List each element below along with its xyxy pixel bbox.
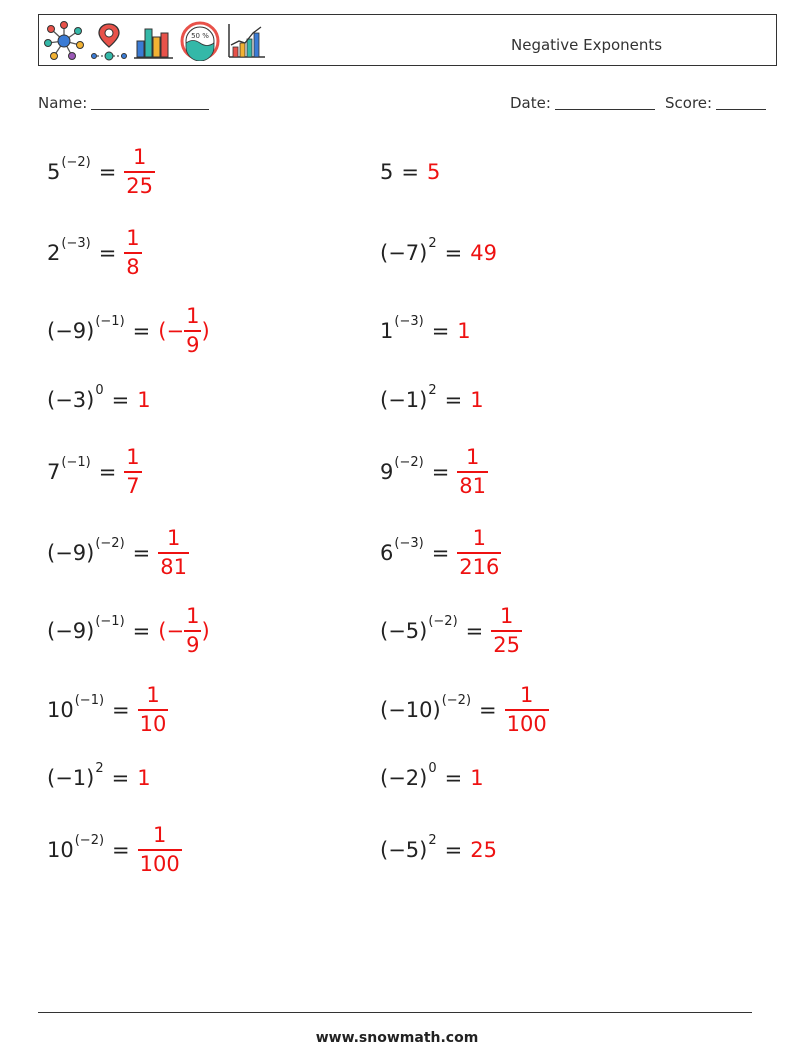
answer-value: 1: [137, 388, 151, 412]
problem-base: 1: [380, 319, 394, 343]
network-icon: [43, 21, 85, 61]
problem-base: (−5): [380, 838, 428, 862]
growth-chart-icon: [225, 21, 267, 61]
problem-exponent: 2: [428, 235, 437, 251]
problem-exponent: (−2): [74, 832, 105, 848]
equals-sign: =: [112, 838, 130, 862]
equals-sign: =: [112, 698, 130, 722]
answer-fraction: [124, 447, 141, 497]
fraction-denominator: 100: [505, 709, 549, 735]
problem-answer: [470, 838, 497, 862]
answer-fraction: [184, 306, 201, 356]
problem-answer: [505, 685, 549, 735]
answer-value: 1: [470, 388, 484, 412]
problem-item: [47, 606, 210, 656]
name-blank[interactable]: [91, 95, 209, 110]
problem-exponent: (−2): [441, 692, 472, 708]
problem-exponent: (−2): [394, 454, 424, 470]
fraction-numerator: 1: [132, 145, 147, 169]
fraction-denominator: 9: [184, 330, 201, 356]
equals-sign: =: [98, 460, 117, 484]
fraction-denominator: 10: [138, 709, 169, 735]
problem-item: [47, 147, 155, 197]
problem-exponent: (−2): [61, 154, 91, 170]
problem-item: [47, 228, 142, 278]
answer-paren-close: ): [201, 619, 210, 643]
answer-fraction: [138, 685, 169, 735]
answer-fraction: [138, 825, 182, 875]
answer-fraction: [184, 606, 201, 656]
problem-base: 6: [380, 541, 394, 565]
problem-item: [380, 760, 484, 790]
problem-base: 10: [47, 698, 74, 722]
problem-exponent: (−3): [394, 535, 424, 551]
equals-sign: =: [111, 766, 130, 790]
problem-base: (−7): [380, 241, 428, 265]
equals-sign: =: [444, 838, 463, 862]
problem-exponent: (−3): [394, 313, 424, 329]
equals-sign: =: [479, 698, 497, 722]
problem-base: 2: [47, 241, 61, 265]
problem-base: (−9): [47, 319, 95, 343]
answer-fraction: [124, 228, 141, 278]
problem-answer: [457, 528, 501, 578]
fraction-numerator: 1: [153, 823, 167, 847]
problem-item: [380, 313, 471, 343]
problem-answer: [137, 766, 150, 790]
problem-item: [47, 825, 182, 875]
problem-exponent: (−1): [95, 313, 125, 329]
answer-fraction: [457, 528, 501, 578]
fraction-denominator: 25: [124, 171, 155, 197]
fraction-numerator: 1: [126, 226, 140, 250]
problem-answer: [470, 241, 497, 265]
answer-fraction: [491, 606, 522, 656]
answer-value: 1: [470, 766, 484, 790]
name-label: Name:: [38, 94, 88, 112]
fraction-numerator: 1: [519, 683, 534, 707]
problem-item: [380, 685, 549, 735]
location-pin-icon: [89, 21, 129, 61]
header-box: [38, 14, 777, 66]
fraction-numerator: 1: [472, 526, 487, 550]
fraction-denominator: 7: [124, 471, 141, 497]
equals-sign: =: [431, 541, 450, 565]
footer-url: www.snowmath.com: [315, 1030, 479, 1046]
header-icons: [43, 20, 267, 62]
answer-value: 1: [457, 319, 471, 343]
problem-base: 9: [380, 460, 394, 484]
fraction-numerator: 1: [499, 604, 514, 628]
problem-answer: [158, 306, 209, 356]
problem-base: (−9): [47, 541, 95, 565]
equals-sign: =: [431, 319, 450, 343]
problem-answer: [138, 685, 169, 735]
problem-exponent: (−1): [61, 454, 91, 470]
problem-item: [380, 235, 497, 265]
problem-base: (−5): [380, 619, 428, 643]
answer-paren-open: (−: [158, 619, 185, 643]
problem-item: [380, 447, 488, 497]
problem-item: [47, 685, 168, 735]
equals-sign: =: [132, 541, 151, 565]
problem-item: [47, 382, 151, 412]
problem-exponent: (−1): [95, 613, 125, 629]
problem-exponent: 2: [428, 832, 437, 848]
answer-value: 25: [470, 838, 497, 862]
problem-base: (−10): [380, 698, 441, 722]
answer-fraction: [158, 528, 189, 578]
equals-sign: =: [111, 388, 130, 412]
equals-sign: =: [444, 388, 463, 412]
problem-base: 10: [47, 838, 74, 862]
problem-answer: [158, 528, 189, 578]
fraction-denominator: 216: [457, 552, 501, 578]
fraction-denominator: 81: [457, 471, 488, 497]
answer-fraction: [505, 685, 549, 735]
equals-sign: =: [444, 766, 463, 790]
fraction-denominator: 25: [491, 630, 522, 656]
problem-exponent: (−2): [95, 535, 125, 551]
equals-sign: =: [444, 241, 463, 265]
answer-value: 1: [137, 766, 151, 790]
problem-exponent: (−1): [74, 692, 105, 708]
fraction-numerator: 1: [166, 526, 181, 550]
equals-sign: =: [465, 619, 484, 643]
problem-item: [47, 528, 189, 578]
date-field[interactable]: [510, 94, 655, 112]
gauge-label: 50 %: [191, 32, 209, 40]
problem-base: (−1): [47, 766, 95, 790]
fraction-numerator: 1: [465, 445, 480, 469]
problem-answer: [470, 766, 483, 790]
problem-base: 5: [47, 160, 61, 184]
problem-exponent: 2: [95, 760, 104, 776]
answer-paren-close: ): [201, 319, 210, 343]
answer-paren-open: (−: [158, 319, 185, 343]
problem-base: 7: [47, 460, 61, 484]
answer-value: 5: [426, 160, 441, 184]
fraction-denominator: 8: [124, 252, 141, 278]
equals-sign: =: [132, 319, 151, 343]
problem-exponent: 0: [95, 382, 104, 398]
problem-answer: [427, 160, 440, 184]
date-label: Date:: [510, 94, 551, 112]
problem-base: (−3): [47, 388, 95, 412]
problem-answer: [470, 388, 483, 412]
problem-answer: [158, 606, 209, 656]
equals-sign: =: [132, 619, 151, 643]
score-label: Score:: [665, 94, 713, 112]
fraction-denominator: 9: [184, 630, 201, 656]
fraction-denominator: 81: [158, 552, 189, 578]
bar-chart-icon: [133, 21, 175, 61]
problem-item: [380, 832, 497, 862]
problem-item: [380, 160, 440, 184]
answer-fraction: [124, 147, 155, 197]
problem-answer: [491, 606, 522, 656]
percent-gauge-icon: [179, 21, 221, 61]
problem-item: [380, 528, 501, 578]
problem-answer: [124, 147, 155, 197]
problem-base: 5: [380, 160, 394, 184]
footer-divider: [38, 1012, 752, 1013]
equals-sign: =: [98, 160, 117, 184]
equals-sign: =: [401, 160, 419, 184]
problem-item: [380, 606, 522, 656]
problem-base: (−1): [380, 388, 428, 412]
name-field[interactable]: [38, 94, 209, 112]
score-field[interactable]: [665, 94, 766, 112]
problem-answer: [124, 447, 141, 497]
answer-value: 49: [470, 241, 497, 265]
problem-item: [47, 447, 142, 497]
problem-answer: [138, 825, 182, 875]
problem-base: (−9): [47, 619, 95, 643]
problem-exponent: (−3): [61, 235, 91, 251]
fraction-denominator: 100: [138, 849, 182, 875]
score-blank[interactable]: [716, 95, 766, 110]
problem-item: [380, 382, 484, 412]
fraction-numerator: 1: [146, 683, 160, 707]
problem-answer: [457, 447, 488, 497]
problem-exponent: 2: [428, 382, 437, 398]
fraction-numerator: 1: [186, 604, 200, 628]
equals-sign: =: [431, 460, 450, 484]
problem-item: [47, 760, 151, 790]
problem-base: (−2): [380, 766, 428, 790]
date-blank[interactable]: [555, 95, 655, 110]
problem-exponent: 0: [428, 760, 437, 776]
problem-item: [47, 306, 210, 356]
answer-fraction: [457, 447, 488, 497]
problem-answer: [137, 388, 150, 412]
problem-answer: [457, 319, 470, 343]
fraction-numerator: 1: [126, 445, 140, 469]
worksheet-title: Negative Exponents: [511, 36, 663, 54]
fraction-numerator: 1: [186, 304, 200, 328]
equals-sign: =: [98, 241, 117, 265]
problem-answer: [124, 228, 141, 278]
problem-exponent: (−2): [428, 613, 458, 629]
